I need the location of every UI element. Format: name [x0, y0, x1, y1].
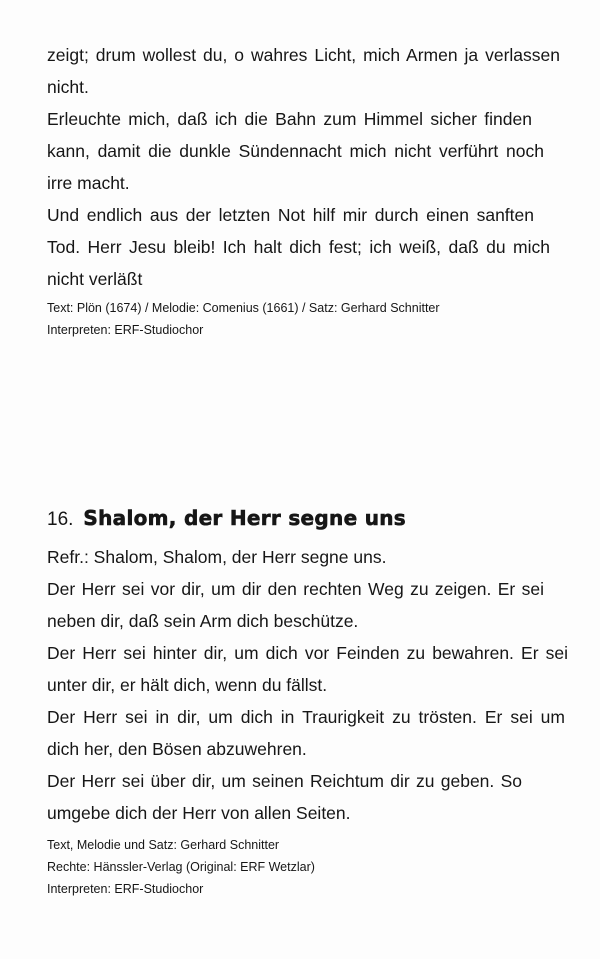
credit-line: Text, Melodie und Satz: Gerhard Schnitter — [47, 838, 280, 852]
lyric-line: dich her, den Bösen abzuwehren. — [47, 739, 307, 759]
lyric-line: nicht. — [47, 77, 89, 97]
lyric-line: irre macht. — [47, 173, 130, 193]
credit-line: Rechte: Hänssler-Verlag (Original: ERF Wetzlar) — [47, 860, 315, 874]
lyric-line: Erleuchte mich, daß ich die Bahn zum Himmel sicher finden — [47, 109, 532, 129]
lyric-line: Und endlich aus der letzten Not hilf mir durch einen sanften — [47, 205, 534, 225]
lyric-line: unter dir, er hält dich, wenn du fällst. — [47, 675, 328, 695]
lyric-line: umgebe dich der Herr von allen Seiten. — [47, 803, 351, 823]
lyric-line: Der Herr sei hinter dir, um dich vor Feinden zu bewahren. Er sei — [47, 643, 568, 663]
song-number: 16. — [47, 509, 74, 530]
credit-line: Interpreten: ERF-Studiochor — [47, 323, 204, 337]
credit-line: Interpreten: ERF-Studiochor — [47, 882, 204, 896]
song-title: Shalom, der Herr segne uns — [83, 506, 406, 530]
song-16-lyrics — [47, 541, 568, 829]
song-16-credits — [47, 834, 560, 900]
lyric-line: kann, damit die dunkle Sündennacht mich nicht verführt noch — [47, 141, 544, 161]
song-15-lyrics — [47, 39, 560, 295]
lyric-line: zeigt; drum wollest du, o wahres Licht, mich Armen ja verlassen — [47, 45, 560, 65]
song-16-heading — [47, 506, 406, 531]
lyric-line: neben dir, daß sein Arm dich beschütze. — [47, 611, 359, 631]
lyric-line: Der Herr sei über dir, um seinen Reichtum dir zu geben. So — [47, 771, 522, 791]
lyric-line: nicht verläßt — [47, 269, 143, 289]
lyric-line: Der Herr sei vor dir, um dir den rechten Weg zu zeigen. Er sei — [47, 579, 544, 599]
song-15-credits — [47, 297, 560, 341]
lyric-line: Refr.: Shalom, Shalom, der Herr segne uns. — [47, 547, 387, 567]
credit-line: Text: Plön (1674) / Melodie: Comenius (1661) / Satz: Gerhard Schnitter — [47, 301, 440, 315]
lyric-line: Der Herr sei in dir, um dich in Traurigkeit zu trösten. Er sei um — [47, 707, 565, 727]
lyric-line: Tod. Herr Jesu bleib! Ich halt dich fest; ich weiß, daß du mich — [47, 237, 550, 257]
